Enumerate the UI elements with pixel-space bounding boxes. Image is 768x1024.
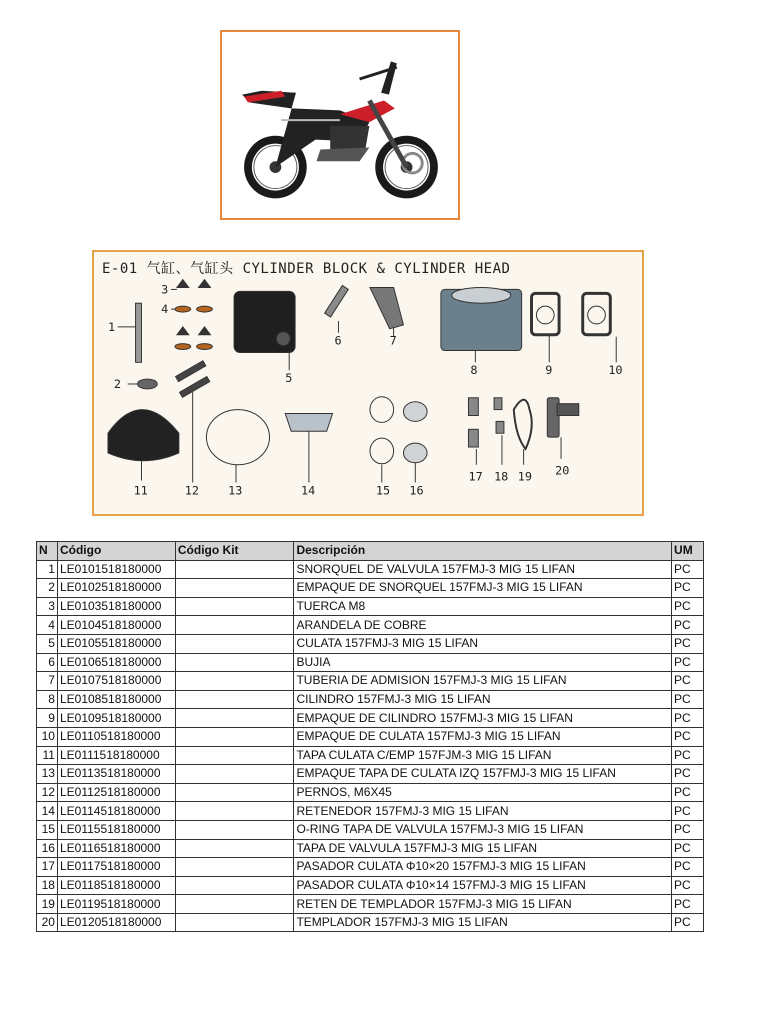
table-row [37, 765, 704, 784]
cell-codigo: LE0119518180000 [57, 895, 175, 914]
cell-n: 19 [37, 895, 58, 914]
cell-n: 18 [37, 876, 58, 895]
cell-codigo: LE0112518180000 [57, 783, 175, 802]
cell-codigo: LE0111518180000 [57, 746, 175, 765]
cell-kit [175, 746, 294, 765]
table-row [37, 876, 704, 895]
cell-desc: TEMPLADOR 157FMJ-3 MIG 15 LIFAN [294, 913, 672, 932]
cell-desc: EMPAQUE DE CULATA 157FMJ-3 MIG 15 LIFAN [294, 727, 672, 746]
callout-2: 2 [113, 376, 121, 391]
cell-n: 4 [37, 616, 58, 635]
callout-19: 19 [517, 469, 532, 484]
cell-n: 7 [37, 672, 58, 691]
diagram-title: E-01 气缸、气缸头 CYLINDER BLOCK & CYLINDER HEAD [102, 261, 511, 277]
motorcycle-illustration [222, 32, 458, 218]
cell-kit [175, 597, 294, 616]
cell-um: PC [672, 820, 704, 839]
cell-kit [175, 820, 294, 839]
callout-1: 1 [107, 319, 116, 334]
cell-kit [175, 783, 294, 802]
cell-kit [175, 858, 294, 877]
header-n: N [37, 542, 58, 561]
cell-codigo: LE0104518180000 [57, 616, 175, 635]
cell-kit [175, 616, 294, 635]
exploded-view-illustration [94, 252, 642, 514]
callout-3: 3 [161, 282, 169, 297]
cell-um: PC [672, 839, 704, 858]
cell-um: PC [672, 746, 704, 765]
table-row [37, 634, 704, 653]
table-header-row [37, 542, 704, 561]
callout-15: 15 [375, 483, 391, 498]
cell-um: PC [672, 709, 704, 728]
cell-kit [175, 876, 294, 895]
cell-um: PC [672, 895, 704, 914]
table-row [37, 560, 704, 579]
cell-n: 1 [37, 560, 58, 579]
cell-n: 16 [37, 839, 58, 858]
table-row [37, 895, 704, 914]
table-row [37, 579, 704, 598]
cell-n: 2 [37, 579, 58, 598]
cell-desc: PERNOS, M6X45 [294, 783, 672, 802]
cell-kit [175, 579, 294, 598]
cell-n: 13 [37, 765, 58, 784]
cell-kit [175, 653, 294, 672]
cell-um: PC [672, 727, 704, 746]
table-row [37, 672, 704, 691]
cell-um: PC [672, 616, 704, 635]
cell-desc: RETEN DE TEMPLADOR 157FMJ-3 MIG 15 LIFAN [294, 895, 672, 914]
cell-desc: TUBERIA DE ADMISION 157FMJ-3 MIG 15 LIFAN [294, 672, 672, 691]
cell-codigo: LE0103518180000 [57, 597, 175, 616]
cell-desc: BUJIA [294, 653, 672, 672]
cell-desc: RETENEDOR 157FMJ-3 MIG 15 LIFAN [294, 802, 672, 821]
cell-n: 15 [37, 820, 58, 839]
cell-kit [175, 560, 294, 579]
cell-kit [175, 727, 294, 746]
cell-um: PC [672, 690, 704, 709]
motorcycle-image [220, 30, 460, 220]
header-codigo: Código [57, 542, 175, 561]
cell-um: PC [672, 672, 704, 691]
callout-10: 10 [608, 363, 623, 378]
cell-desc: SNORQUEL DE VALVULA 157FMJ-3 MIG 15 LIFAN [294, 560, 672, 579]
table-row [37, 746, 704, 765]
cell-desc: CILINDRO 157FMJ-3 MIG 15 LIFAN [294, 690, 672, 709]
table-row [37, 653, 704, 672]
cell-n: 11 [37, 746, 58, 765]
cell-desc: PASADOR CULATA Φ10×14 157FMJ-3 MIG 15 LIFAN [294, 876, 672, 895]
table-row [37, 727, 704, 746]
callout-12: 12 [184, 483, 200, 498]
cell-codigo: LE0102518180000 [57, 579, 175, 598]
table-row [37, 802, 704, 821]
table-row [37, 616, 704, 635]
cell-codigo: LE0117518180000 [57, 858, 175, 877]
parts-diagram [92, 250, 644, 516]
cell-n: 6 [37, 653, 58, 672]
table-row [37, 858, 704, 877]
cell-um: PC [672, 802, 704, 821]
cell-n: 5 [37, 634, 58, 653]
header-descripcion: Descripción [294, 542, 672, 561]
cell-desc: EMPAQUE TAPA DE CULATA IZQ 157FMJ-3 MIG 15 LIFAN [294, 765, 672, 784]
cell-desc: TAPA CULATA C/EMP 157FJM-3 MIG 15 LIFAN [294, 746, 672, 765]
cell-desc: EMPAQUE DE SNORQUEL 157FMJ-3 MIG 15 LIFAN [294, 579, 672, 598]
cell-kit [175, 672, 294, 691]
cell-codigo: LE0118518180000 [57, 876, 175, 895]
callout-11: 11 [133, 483, 148, 498]
callout-17: 17 [468, 469, 483, 484]
cell-um: PC [672, 858, 704, 877]
cell-desc: TUERCA M8 [294, 597, 672, 616]
cell-n: 8 [37, 690, 58, 709]
cell-codigo: LE0120518180000 [57, 913, 175, 932]
cell-codigo: LE0114518180000 [57, 802, 175, 821]
table-row [37, 783, 704, 802]
cell-codigo: LE0109518180000 [57, 709, 175, 728]
callout-16: 16 [409, 483, 424, 498]
callout-8: 8 [470, 363, 478, 378]
cell-codigo: LE0113518180000 [57, 765, 175, 784]
callout-18: 18 [494, 469, 509, 484]
callout-7: 7 [389, 333, 397, 348]
cell-desc: EMPAQUE DE CILINDRO 157FMJ-3 MIG 15 LIFAN [294, 709, 672, 728]
table-row [37, 709, 704, 728]
cell-codigo: LE0101518180000 [57, 560, 175, 579]
cell-n: 20 [37, 913, 58, 932]
cell-kit [175, 913, 294, 932]
callout-5: 5 [285, 371, 293, 386]
cell-n: 9 [37, 709, 58, 728]
cell-um: PC [672, 634, 704, 653]
cell-um: PC [672, 783, 704, 802]
cell-kit [175, 839, 294, 858]
cell-kit [175, 634, 294, 653]
cell-um: PC [672, 765, 704, 784]
callout-20: 20 [555, 463, 570, 478]
cell-codigo: LE0107518180000 [57, 672, 175, 691]
cell-desc: ARANDELA DE COBRE [294, 616, 672, 635]
cell-um: PC [672, 597, 704, 616]
table-row [37, 913, 704, 932]
cell-codigo: LE0105518180000 [57, 634, 175, 653]
cell-kit [175, 895, 294, 914]
callout-6: 6 [334, 333, 342, 348]
table-row [37, 690, 704, 709]
cell-codigo: LE0116518180000 [57, 839, 175, 858]
cell-n: 3 [37, 597, 58, 616]
table-row [37, 820, 704, 839]
cell-desc: TAPA DE VALVULA 157FMJ-3 MIG 15 LIFAN [294, 839, 672, 858]
cell-codigo: LE0115518180000 [57, 820, 175, 839]
callout-4: 4 [161, 302, 169, 317]
cell-n: 14 [37, 802, 58, 821]
cell-um: PC [672, 579, 704, 598]
cell-um: PC [672, 876, 704, 895]
cell-codigo: LE0110518180000 [57, 727, 175, 746]
parts-table [36, 541, 704, 932]
header-um: UM [672, 542, 704, 561]
cell-kit [175, 709, 294, 728]
cell-desc: CULATA 157FMJ-3 MIG 15 LIFAN [294, 634, 672, 653]
cell-desc: PASADOR CULATA Φ10×20 157FMJ-3 MIG 15 LIFAN [294, 858, 672, 877]
cell-desc: O-RING TAPA DE VALVULA 157FMJ-3 MIG 15 LIFAN [294, 820, 672, 839]
table-row [37, 597, 704, 616]
cell-codigo: LE0106518180000 [57, 653, 175, 672]
cell-um: PC [672, 913, 704, 932]
cell-n: 12 [37, 783, 58, 802]
cell-kit [175, 765, 294, 784]
header-codigo-kit: Código Kit [175, 542, 294, 561]
cell-kit [175, 802, 294, 821]
cell-um: PC [672, 653, 704, 672]
table-row [37, 839, 704, 858]
callout-9: 9 [545, 363, 553, 378]
callout-13: 13 [228, 483, 243, 498]
cell-codigo: LE0108518180000 [57, 690, 175, 709]
cell-kit [175, 690, 294, 709]
callout-14: 14 [301, 483, 316, 498]
cell-n: 17 [37, 858, 58, 877]
cell-n: 10 [37, 727, 58, 746]
cell-um: PC [672, 560, 704, 579]
